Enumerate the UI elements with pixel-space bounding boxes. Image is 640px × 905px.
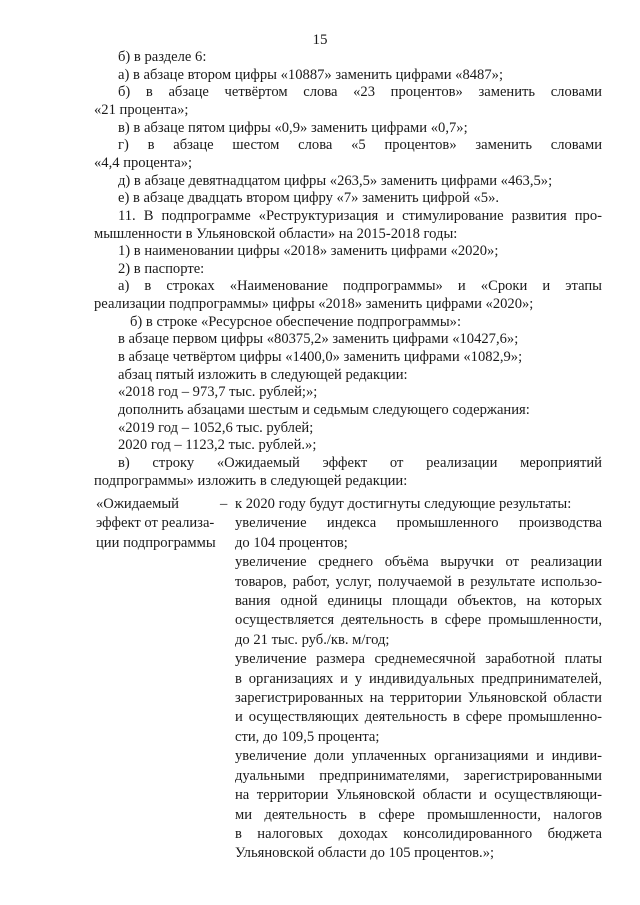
text-line: в) строку «Ожидаемый эффект от реализации мероприятий — [118, 455, 602, 471]
text-line: «2018 год – 973,7 тыс. рублей;»; — [118, 384, 318, 400]
text-line: 1) в наименовании цифры «2018» заменить цифрами «2020»; — [118, 243, 499, 259]
text-line: в абзаце первом цифры «80375,2» заменить цифрами «10427,6»; — [118, 331, 519, 347]
row-label-line: «Ожидаемый — [96, 496, 179, 512]
text-line: в абзаце четвёртом цифры «1400,0» заменить цифрами «1082,9»; — [118, 349, 523, 365]
effect-line: ми деятельность в сфере промышленности, налогов — [235, 806, 602, 823]
text-line: «21 процента»; — [94, 102, 189, 118]
text-line: б) в разделе 6: — [118, 49, 207, 65]
effect-line: на территории Ульяновской области и осуществляющи- — [235, 787, 602, 804]
text-line: е) в абзаце двадцать втором цифру «7» заменить цифрой «5». — [118, 190, 500, 206]
effect-line: увеличение среднего объёма выручки от реализации — [235, 554, 602, 571]
effect-line: до 104 процентов; — [235, 534, 348, 551]
effect-line: товаров, работ, услуг, получаемой в результате использо- — [235, 573, 602, 590]
effect-line: зарегистрированных на территории Ульяновской области — [235, 690, 602, 707]
text-line: абзац пятый изложить в следующей редакции: — [118, 367, 408, 383]
effect-line: увеличение размера среднемесячной заработной платы — [235, 651, 602, 668]
text-line: а) в абзаце втором цифры «10887» заменить цифрами «8487»; — [118, 67, 504, 83]
effect-line: в налоговых доходах консолидированного бюджета — [235, 825, 602, 842]
effect-line: дуальными предпринимателями, зарегистрированными — [235, 767, 602, 784]
effect-line: увеличение индекса промышленного производства — [235, 515, 602, 532]
row-value — [235, 495, 602, 864]
text-line: 2020 год – 1123,2 тыс. рублей.»; — [118, 437, 317, 453]
effect-line: и осуществляющих деятельность в сфере промышленно- — [235, 709, 602, 726]
text-line: в) в абзаце пятом цифры «0,9» заменить цифрами «0,7»; — [118, 120, 468, 136]
row-dash: – — [220, 496, 228, 512]
text-line: 2) в паспорте: — [118, 261, 205, 277]
effect-line: вания одной единицы площади объектов, на которых — [235, 593, 602, 610]
effect-line: сти, до 109,5 процента; — [235, 728, 380, 745]
row-label-line: ции подпрограммы — [96, 534, 216, 551]
page-number: 15 — [312, 32, 328, 48]
effect-line: в организациях и у индивидуальных предпринимателей, — [235, 670, 602, 687]
row-label — [96, 495, 232, 553]
text-line: подпрограммы» изложить в следующей редакции: — [94, 473, 408, 489]
effect-line: осуществляется деятельность в сфере промышленности, — [235, 612, 602, 629]
text-line: реализации подпрограммы» цифры «2018» заменить цифрами «2020»; — [94, 296, 534, 312]
effect-line: Ульяновской области до 105 процентов.»; — [235, 845, 495, 862]
text-line: «2019 год – 1052,6 тыс. рублей; — [118, 420, 314, 436]
row-label-line: эффект от реализа- — [96, 515, 215, 532]
effect-line: до 21 тыс. руб./кв. м/год; — [235, 631, 390, 648]
text-line: мышленности в Ульяновской области» на 2015-2018 годы: — [94, 226, 458, 242]
text-line: а) в строках «Наименование подпрограммы» и «Сроки и этапы — [118, 278, 602, 294]
text-line: «4,4 процента»; — [94, 155, 193, 171]
effect-line: к 2020 году будут достигнуты следующие результаты: — [235, 496, 572, 512]
text-line: б) в абзаце четвёртом слова «23 процентов» заменить словами — [118, 84, 602, 100]
text-line: г) в абзаце шестом слова «5 процентов» заменить словами — [118, 137, 602, 153]
text-line: б) в строке «Ресурсное обеспечение подпрограммы»: — [130, 314, 462, 330]
effect-line: увеличение доли уплаченных организациями и индиви- — [235, 748, 602, 765]
text-line: д) в абзаце девятнадцатом цифры «263,5» заменить цифрами «463,5»; — [118, 173, 553, 189]
text-line: дополнить абзацами шестым и седьмым следующего содержания: — [118, 402, 530, 418]
text-line: 11. В подпрограмме «Реструктуризация и стимулирование развития про- — [118, 208, 602, 224]
